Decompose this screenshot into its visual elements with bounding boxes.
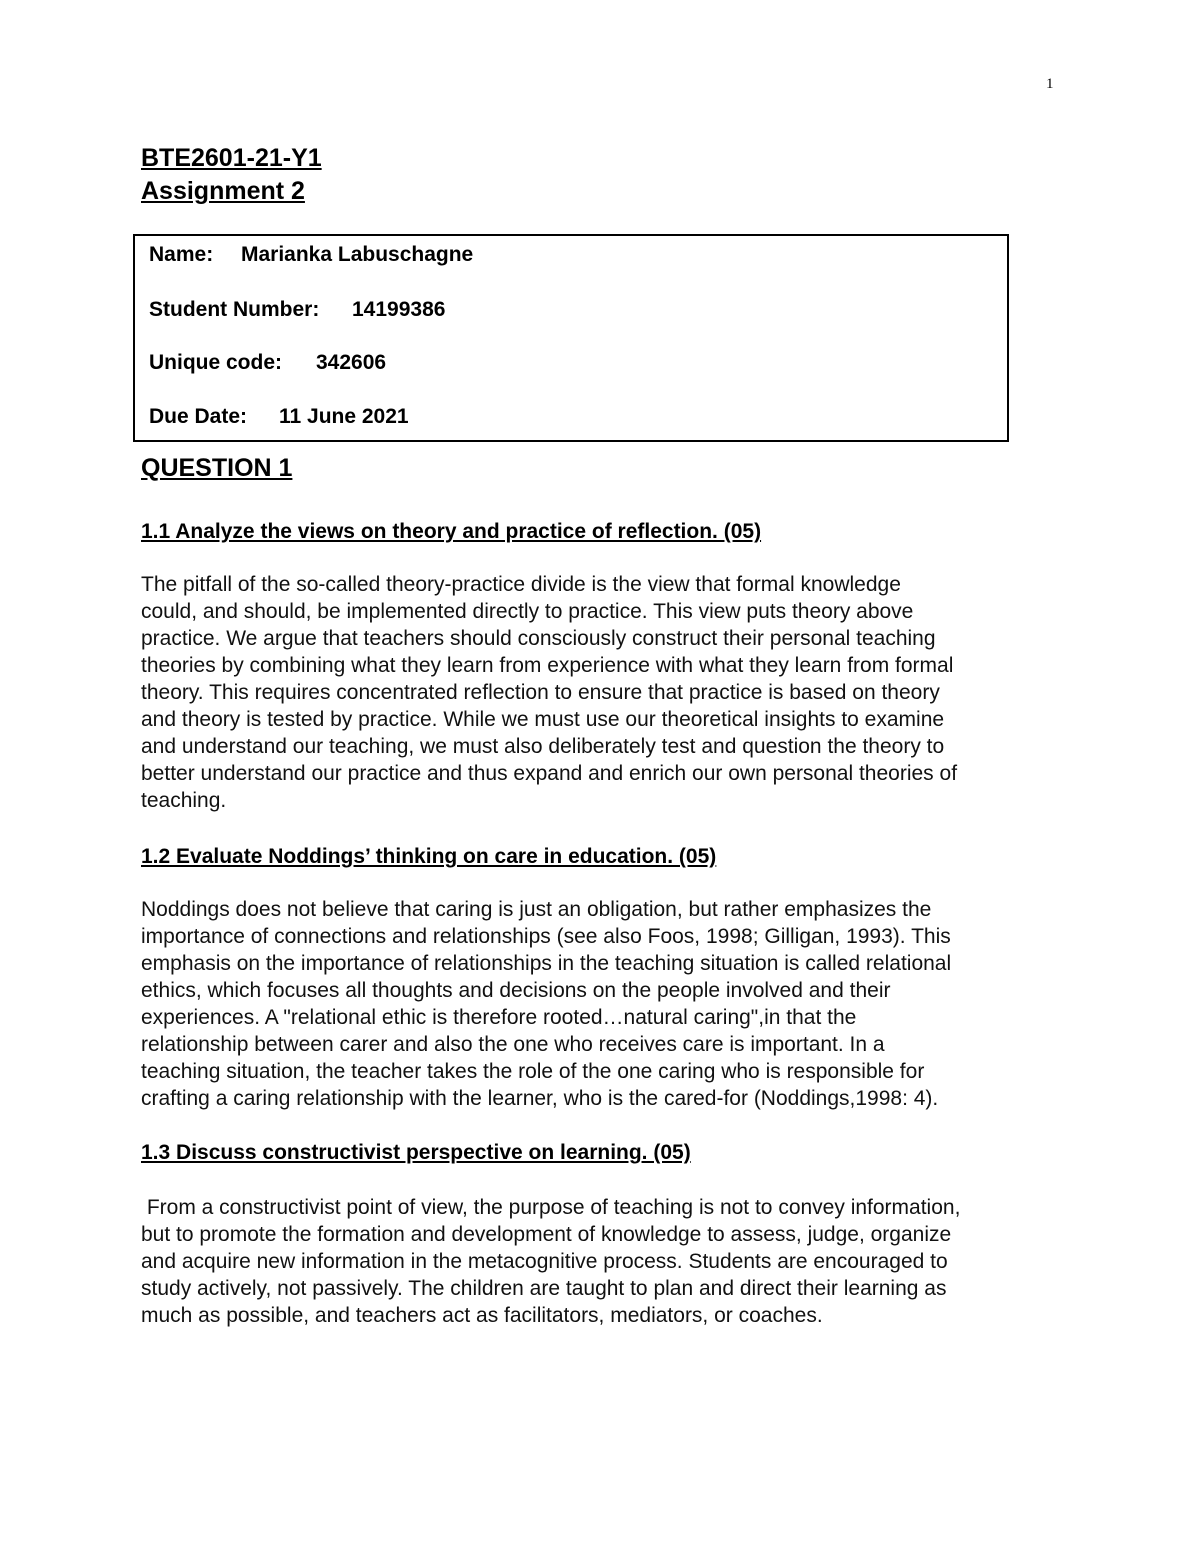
paragraph-line: practice. We argue that teachers should consciously construct their personal teaching <box>141 627 936 650</box>
paragraph-line: and acquire new information in the metacognitive process. Students are encouraged to <box>141 1250 948 1273</box>
page-number: 1 <box>1046 76 1054 92</box>
section-body-1-2 <box>141 896 1071 1112</box>
paragraph-line: better understand our practice and thus expand and enrich our own personal theories of <box>141 762 958 785</box>
student-info-box <box>133 234 1009 442</box>
paragraph-line: and theory is tested by practice. While we must use our theoretical insights to examine <box>141 708 945 731</box>
student-number-value: 14199386 <box>352 298 446 321</box>
name-value: Marianka Labuschagne <box>241 243 474 266</box>
paragraph-line: teaching situation, the teacher takes the role of the one caring who is responsible for <box>141 1060 925 1083</box>
paragraph-line: could, and should, be implemented directly to practice. This view puts theory above <box>141 600 914 623</box>
paragraph-line: relationship between carer and also the one who receives care is important. In a <box>141 1033 885 1056</box>
section-body-1-3 <box>141 1194 1071 1329</box>
student-number-row <box>149 298 445 322</box>
document-header <box>141 142 322 208</box>
section-heading-1-1: 1.1 Analyze the views on theory and practice of reflection. (05) <box>141 520 762 543</box>
paragraph-line: importance of connections and relationships (see also Foos, 1998; Gilligan, 1993). This <box>141 925 951 948</box>
paragraph-line: much as possible, and teachers act as facilitators, mediators, or coaches. <box>141 1304 823 1327</box>
section-heading-1-3: 1.3 Discuss constructivist perspective on learning. (05) <box>141 1141 691 1164</box>
question-title: QUESTION 1 <box>141 454 293 482</box>
unique-code-label: Unique code: <box>149 351 283 374</box>
assignment-title: Assignment 2 <box>141 177 305 205</box>
paragraph-line: experiences. A "relational ethic is therefore rooted…natural caring",in that the <box>141 1006 857 1029</box>
course-code: BTE2601-21-Y1 <box>141 144 322 172</box>
paragraph-line: crafting a caring relationship with the learner, who is the cared-for (Noddings,1998: 4). <box>141 1087 939 1110</box>
paragraph-line: Noddings does not believe that caring is just an obligation, but rather emphasizes the <box>141 898 932 921</box>
unique-code-row <box>149 351 386 375</box>
section-body-1-1 <box>141 571 1071 814</box>
student-number-label: Student Number: <box>149 298 320 321</box>
section-heading-1-2: 1.2 Evaluate Noddings’ thinking on care in education. (05) <box>141 845 717 868</box>
name-label: Name: <box>149 243 214 266</box>
paragraph-line: theories by combining what they learn from experience with what they learn from formal <box>141 654 954 677</box>
unique-code-value: 342606 <box>316 351 387 374</box>
paragraph-line: but to promote the formation and development of knowledge to assess, judge, organize <box>141 1223 952 1246</box>
paragraph-line: study actively, not passively. The children are taught to plan and direct their learning as <box>141 1277 947 1300</box>
paragraph-line: emphasis on the importance of relationships in the teaching situation is called relational <box>141 952 952 975</box>
paragraph-line: ethics, which focuses all thoughts and decisions on the people involved and their <box>141 979 891 1002</box>
paragraph-line: and understand our teaching, we must also deliberately test and question the theory to <box>141 735 945 758</box>
name-row <box>149 243 473 267</box>
paragraph-line: The pitfall of the so-called theory-practice divide is the view that formal knowledge <box>141 573 901 596</box>
due-date-row <box>149 405 409 429</box>
paragraph-line: teaching. <box>141 789 227 812</box>
paragraph-line: From a constructivist point of view, the purpose of teaching is not to convey information, <box>141 1196 961 1219</box>
due-date-value: 11 June 2021 <box>279 405 409 428</box>
due-date-label: Due Date: <box>149 405 248 428</box>
paragraph-line: theory. This requires concentrated reflection to ensure that practice is based on theory <box>141 681 940 704</box>
